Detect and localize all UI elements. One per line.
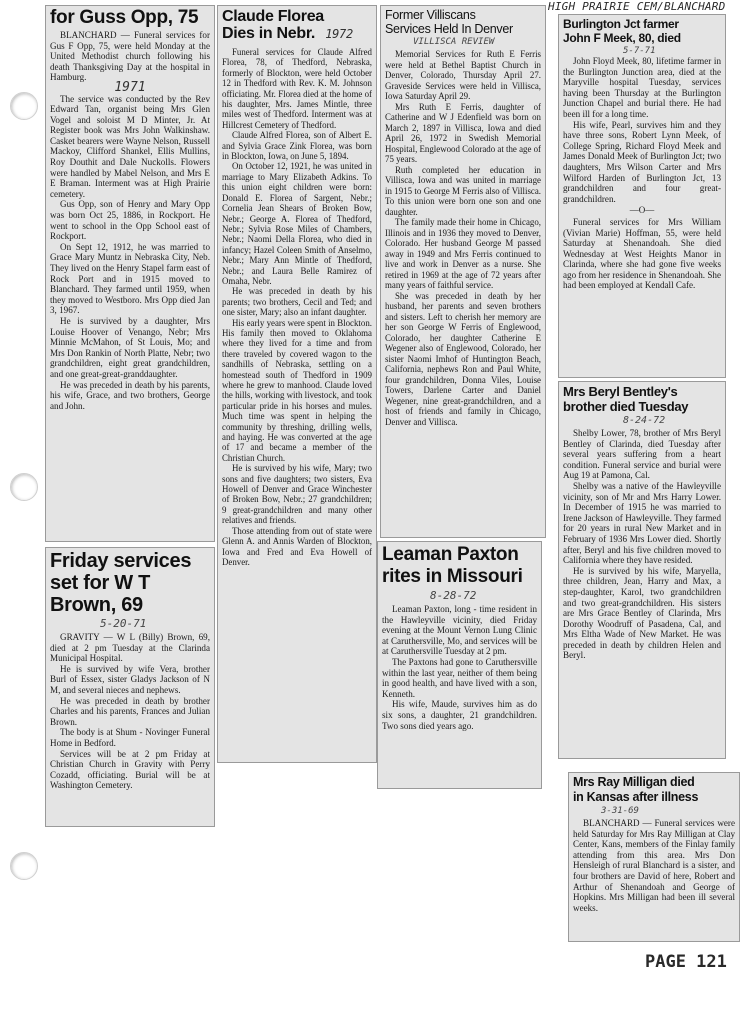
paragraph: GRAVITY — W L (Billy) Brown, 69, died at 2 pm Tuesday at the Clarinda Municipal Hospital. bbox=[50, 632, 210, 664]
headline-milligan-line1: Mrs Ray Milligan died bbox=[573, 775, 695, 789]
headline-brown: Friday services set for W T Brown, 69 bbox=[50, 550, 192, 616]
headline-opp: for Guss Opp, 75 bbox=[50, 7, 199, 28]
paragraph: Claude Alfred Florea, son of Albert E. and Sylvia Grace Zink Florea, was born in Blockton, Iowa, on June 5, 1894. bbox=[222, 130, 372, 162]
body-brown bbox=[50, 632, 210, 791]
obituary-florea bbox=[217, 5, 377, 763]
paragraph: His wife, Maude, survives him as do six sons, a daughter, 21 grandchildren. Two sons died years ago. bbox=[382, 699, 537, 731]
paragraph: He was preceded in death by his parents, his wife, Grace, and two brothers, George and John. bbox=[50, 379, 210, 411]
paragraph: On October 12, 1921, he was united in marriage to Mary Elizabeth Adkins. To this union eight children were born: Donald E. Florea of Sargent, Nebr.; Cornelia Jean Shears of Broken Bow, Nebr.; George A. Florea of Thedford, Nebr.; Sylvia Rose Miles of Chambers, Nebr.; Naomi Della Florea, who died in infancy; Hazel Coleen Smith of Anselmo, Nebr.; Mary Ann Mintle of Thedford, Nebr.; and Laura Belle Ramirez of Omaha, Nebr. bbox=[222, 161, 372, 286]
body-meek bbox=[563, 56, 721, 291]
body-bentley bbox=[563, 428, 721, 661]
binder-hole-bottom bbox=[10, 852, 38, 880]
paragraph: The body is at Shum - Novinger Funeral Home in Bedford. bbox=[50, 727, 210, 748]
paragraph: The family made their home in Chicago, Illinois and in 1936 they moved to Denver, Colorado. Her husband George M passed away in 1949 and Mrs Ferris continued to live and work in Denver as a nurse. She retired in 1969 at the age of 72 years after many years of faithful service. bbox=[385, 217, 541, 290]
headline-bentley-line1: Mrs Beryl Bentley's bbox=[563, 384, 678, 399]
headline-bentley bbox=[563, 384, 721, 414]
headline-bentley-line2: brother died Tuesday bbox=[563, 399, 689, 414]
paragraph: His wife, Pearl, survives him and they have three sons, Robert Lynn Meek, of College Spring, Richard Floyd Meek and James Donald Meek of Burlington Jct; two daughters, Mrs Wilson Carter and Mrs Wilford Harden of Burlington Jct, 13 grandchildren and four great-grandchildren. bbox=[563, 119, 721, 204]
headline-milligan-line2: in Kansas after illness bbox=[573, 790, 699, 804]
paragraph: Funeral services for Claude Alfred Florea, 78, of Thedford, Nebraska, formerly of Blockton, were held October 12 in Thedford with Rev. K. M. Johnson officiating. Mr. Florea died at the home of his daughter, Mrs. James Mintle, three miles west of Thedford. Interment was at Hillcrest Cemetery of Thedford. bbox=[222, 47, 372, 130]
paragraph: BLANCHARD — Funeral services were held Saturday for Mrs Ray Milligan at Clay Center, Kans, members of the Finlay family attending from this area. Mrs Don Hensleigh of rural Blanchard is a sister, and four brothers are David of here, Robert and Arthur of Shenandoah and George of Hopkins. Mrs Milligan had been ill several weeks. bbox=[573, 818, 735, 913]
separator: —O— bbox=[629, 205, 655, 216]
body-ferris bbox=[385, 49, 541, 427]
date-note-florea: 1972 bbox=[325, 27, 353, 41]
date-note-bentley: 8-24-72 bbox=[623, 415, 666, 426]
headline-meek-line2: John F Meek, 80, died bbox=[563, 31, 681, 45]
paragraph: Shelby Lower, 78, brother of Mrs Beryl Bentley of Clarinda, died Tuesday after several years suffering from a heart condition. Funeral service and burial were Aug 19 at Pamona, Cal. bbox=[563, 428, 721, 481]
obituary-meek bbox=[558, 14, 726, 378]
paragraph: He is survived by a daughter, Mrs Louise Hoover of Venango, Nebr; Mrs Minnie McMahon, of St Louis, Mo; and Mrs Don Rankin of North Platte, Nebr; two grandchildren, eight great grandchildren, and one great-great-granddaughter. bbox=[50, 315, 210, 379]
headline-meek bbox=[563, 17, 721, 45]
obituary-bentley bbox=[558, 381, 726, 759]
source-note-ferris: VILLISCA REVIEW bbox=[413, 37, 495, 47]
obituary-milligan bbox=[568, 772, 740, 942]
page-number: PAGE 121 bbox=[645, 952, 727, 972]
paragraph: Mrs Ruth E Ferris, daughter of Catherine and W J Edenfield was born on March 2, 1897 in Villisca, Iowa and died April 26, 1972 in Swedish Memorial Hospital, Englewood Colorado at the age of 75 years. bbox=[385, 101, 542, 164]
header-note: HIGH PRAIRIE CEM/BLANCHARD bbox=[548, 0, 726, 13]
obituary-brown bbox=[45, 547, 215, 827]
paragraph: The Paxtons had gone to Caruthersville within the last year, neither of them being in good health, and have lived with a son, Kenneth. bbox=[382, 656, 537, 699]
paragraph: The service was conducted by the Rev Edward Tan, organist being Mrs Glen Vogel and soloist M D Minter, Jr. At Register book was Mrs John Walkinshaw. Casket bearers were Wayne Nelson, Russell Mackoy, Clifford Shankel, Ellis Mullins, Roy Douthit and Dale Nuckolls. Flowers were handled by Mabel Nelson, and Mrs E E Braman. Interment was at High Prairie cemetery. bbox=[50, 93, 210, 199]
paragraph: Gus Opp, son of Henry and Mary Opp was born Oct 25, 1886, in Rockport. He went to school in the Opp School east of Rockport. bbox=[50, 199, 210, 242]
paragraph: Those attending from out of state were Glenn A. and Annis Warden of Blockton, Iowa and Fred and Eva Howell of Denver. bbox=[222, 525, 372, 567]
headline-florea-line1: Claude Florea bbox=[222, 8, 324, 25]
date-note-milligan: 3-31-69 bbox=[601, 806, 639, 816]
date-note-brown: 5-20-71 bbox=[100, 617, 147, 630]
paragraph: Services will be at 2 pm Friday at Christian Church in Gravity with Perry Cozadd, officiating. Burial will be at Washington Cemetery. bbox=[50, 748, 210, 791]
paragraph: Shelby was a native of the Hawleyville vicinity, son of Mr and Mrs Harry Lower. In December of 1915 he was married to Irene Jackson of Hawleyville. They farmed for 20 years in rural New Market and in February of 1936 Mrs Lower died. Shortly after, Beryl and his five children moved to California where they have resided. bbox=[563, 480, 721, 566]
paragraph: John Floyd Meek, 80, lifetime farmer in the Burlington Junction area, died at the Maryville hospital Tuesday, services having been Thursday at the Burlington Junction Chapel and burial there. He had been ill for a long time. bbox=[563, 56, 721, 119]
paragraph: On Sept 12, 1912, he was married to Grace Mary Muntz in Nebraska City, Neb. They lived on the Henry Stapel farm east of Rock Port and in 1915 moved to Blanchard. They farmed until 1959, when they moved to Westboro. Mrs Opp died Jan 3, 1967. bbox=[50, 241, 210, 316]
body-paxton bbox=[382, 604, 537, 731]
paragraph: Leaman Paxton, long - time resident in the Hawleyville vicinity, died Friday evening at the Mount Vernon Lung Clinic at Caruthersville, Mo, and services will be at Caruthersville Tuesday at 2 pm. bbox=[382, 604, 537, 657]
body-florea bbox=[222, 47, 372, 567]
paragraph: Ruth completed her education in Villisca, Iowa and was united in marriage in 1915 to George M Ferris also of Villisca. To this union were born one son and one daughter. bbox=[385, 164, 541, 217]
headline-florea bbox=[222, 8, 372, 43]
obituary-opp bbox=[45, 5, 215, 542]
paragraph: He was preceded in death by brother Charles and his parents, Frances and Julian Brown. bbox=[50, 695, 210, 727]
headline-paxton: Leaman Paxton rites in Missouri bbox=[382, 544, 523, 587]
paragraph: Memorial Services for Ruth E Ferris were held at Bethel Baptist Church in Denver, Colorado, Thursday April 27. Graveside Services were held in Villisca, Iowa Saturday April 29. bbox=[385, 49, 541, 101]
paragraph: He is survived by his wife, Mary; two sons and five daughters; two sisters, Eva Howell of Denver and Grace Winchester of Broken Bow, Nebr.; 27 grandchildren; 9 great-grandchildren and many other relatives and friends. bbox=[222, 463, 372, 526]
binder-hole-top bbox=[10, 92, 38, 120]
paragraph: BLANCHARD — Funeral services for Gus F Opp, 75, were held Monday at the United Methodist church following his death Thanksgiving Day at the hospital in Hamburg. bbox=[50, 29, 210, 83]
headline-ferris-line2: Services Held In Denver bbox=[385, 22, 513, 36]
obituary-paxton bbox=[377, 541, 542, 789]
paragraph: His early years were spent in Blockton. His family then moved to Oklahoma where they lived for a time and from there traveled by covered wagon to the sandhills of Nebraska, settling on a homestead south of Thedford in 1909 where he grew to manhood. Claude loved the hills, working with livestock, and took particular pride in his horses and mules. Much time was spent in helping the community by threshing, drilling wells, and haying. He was converted at the age of 17 and became a member of the Christian Church. bbox=[222, 317, 372, 463]
date-note-meek: 5-7-71 bbox=[623, 46, 656, 56]
date-note-paxton: 8-28-72 bbox=[430, 589, 477, 602]
obituary-ferris bbox=[380, 5, 546, 538]
headline-meek-line1: Burlington Jct farmer bbox=[563, 17, 679, 31]
paragraph: He is survived by wife Vera, brother Burl of Essex, sister Gladys Jackson of N M, and several nieces and nephews. bbox=[50, 663, 210, 695]
paragraph: He was preceded in death by his parents; two brothers, Cecil and Ted; and one sister, Mary; also an infant daughter. bbox=[222, 286, 372, 318]
headline-milligan bbox=[573, 775, 735, 805]
paragraph: He is survived by his wife, Maryella, three children, Jean, Harry and Max, a step-daughter, Karol, two grandchildren and two great-grandchildren. His sisters are Mrs Grace Bentley of Clarinda, Mrs Dorothy Woodruff of Pasadena, Cal, and Mrs Eltha Wade of New Market. He was preceded in death by children Helen and Beryl. bbox=[563, 565, 721, 661]
headline-ferris-line1: Former Villiscans bbox=[385, 8, 476, 22]
paragraph-hoffman: Funeral services for Mrs William (Vivian Marie) Hoffman, 55, were held Saturday at Shenandoah. She died Wednesday at West Heights Manor in Clarinda, where she had gone five weeks ago from her residence in Shenandoah. She had been employed at Kendall Cafe. bbox=[563, 216, 721, 291]
headline-ferris bbox=[385, 8, 541, 36]
date-note-opp: 1971 bbox=[114, 79, 146, 95]
headline-florea-line2: Dies in Nebr. bbox=[222, 25, 316, 42]
binder-hole-middle bbox=[10, 473, 38, 501]
body-milligan bbox=[573, 818, 735, 913]
body-opp bbox=[50, 30, 210, 411]
paragraph: She was preceded in death by her husband, her parents and seven brothers and sisters. Left to cherish her memory are her son George W Ferris of Englewood, Colorado, her daughter Catherine E Wegener also of Englewood, Colorado, her sister Naomi Imhof of Huntington Beach, California, nephews Ron and Paul White, four grandchildren, Donna Viles, Louise Towers, Darlene Carter and Daniel Wegener, nine great-grandchildren, and a host of friends and family in Chicago, Denver and Villisca. bbox=[385, 290, 541, 427]
